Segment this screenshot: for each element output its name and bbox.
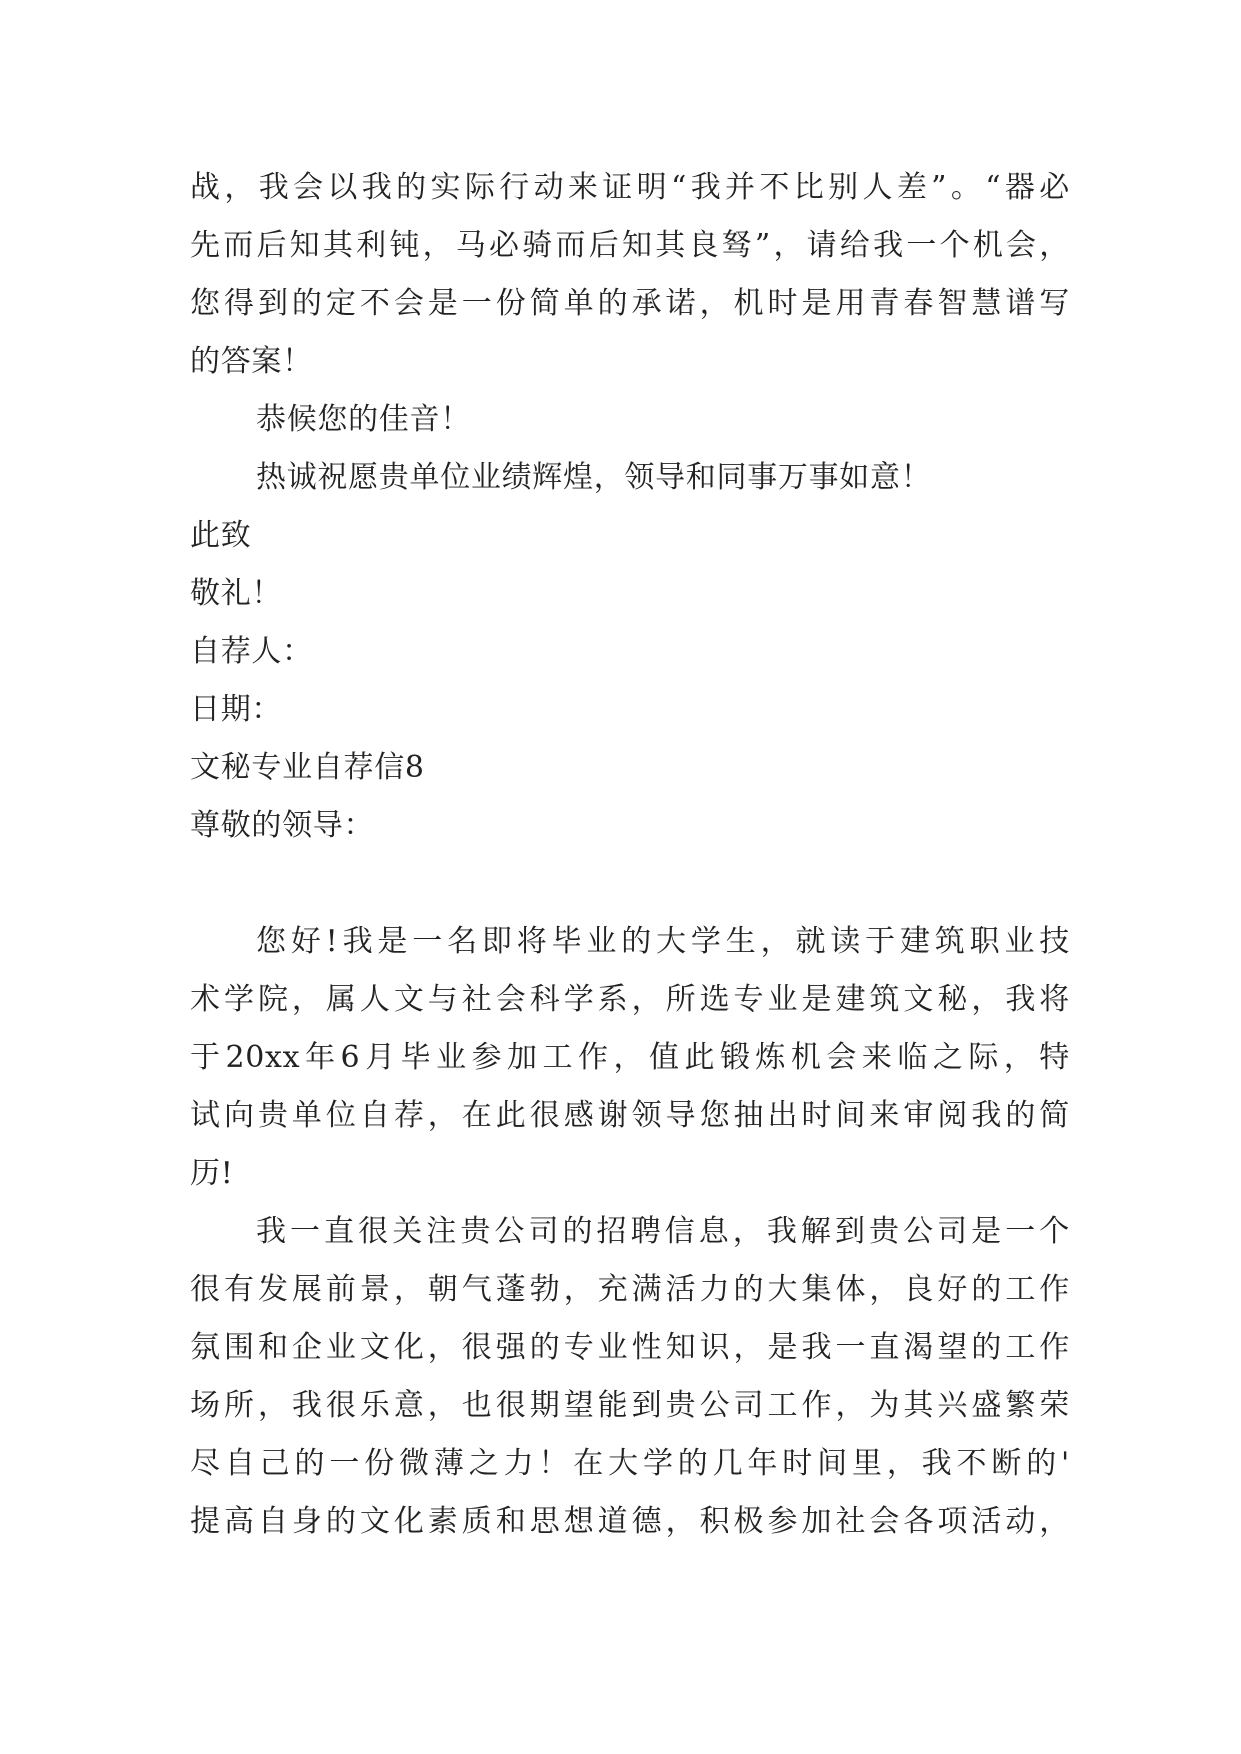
- greeting: 尊敬的领导：: [190, 808, 375, 843]
- signer-label: 自荐人：: [190, 634, 313, 669]
- text-line: 提高自身的文化素质和思想道德，积极参加社会各项活动，: [190, 1504, 1070, 1539]
- text-line: 恭候您的佳音！: [256, 402, 471, 437]
- text-line: 历!: [190, 1156, 234, 1191]
- text-line: 试向贵单位自荐，在此很感谢领导您抽出时间来审阅我的简: [190, 1098, 1070, 1133]
- text-line: 的答案！: [190, 344, 313, 379]
- text-line: 术学院，属人文与社会科学系，所选专业是建筑文秘，我将: [190, 982, 1070, 1017]
- text-line: 先而后知其利钝，马必骑而后知其良驽”，请给我一个机会，: [190, 228, 1070, 263]
- section-heading: 文秘专业自荐信8: [190, 750, 425, 785]
- text-line: 很有发展前景，朝气蓬勃，充满活力的大集体，良好的工作: [190, 1272, 1070, 1307]
- text-line: 尽自己的一份微薄之力！在大学的几年时间里，我不断的': [190, 1446, 1070, 1481]
- text-line: 于20xx年6月毕业参加工作，值此锻炼机会来临之际，特: [190, 1040, 1070, 1075]
- text-line: 战，我会以我的实际行动来证明“我并不比别人差”。“器必: [190, 170, 1070, 205]
- text-line: 您得到的定不会是一份简单的承诺，机时是用青春智慧谱写: [190, 286, 1070, 321]
- text-line: 场所，我很乐意，也很期望能到贵公司工作，为其兴盛繁荣: [190, 1388, 1070, 1423]
- text-line: 氛围和企业文化，很强的专业性知识，是我一直渴望的工作: [190, 1330, 1070, 1365]
- date-label: 日期：: [190, 692, 283, 727]
- salutation-regards: 敬礼！: [190, 576, 283, 611]
- text-line: 我一直很关注贵公司的招聘信息，我解到贵公司是一个: [256, 1214, 1070, 1249]
- salutation-closing: 此致: [190, 518, 252, 553]
- text-line: 热诚祝愿贵单位业绩辉煌，领导和同事万事如意！: [256, 460, 932, 495]
- text-line: 您好!我是一名即将毕业的大学生，就读于建筑职业技: [256, 924, 1070, 959]
